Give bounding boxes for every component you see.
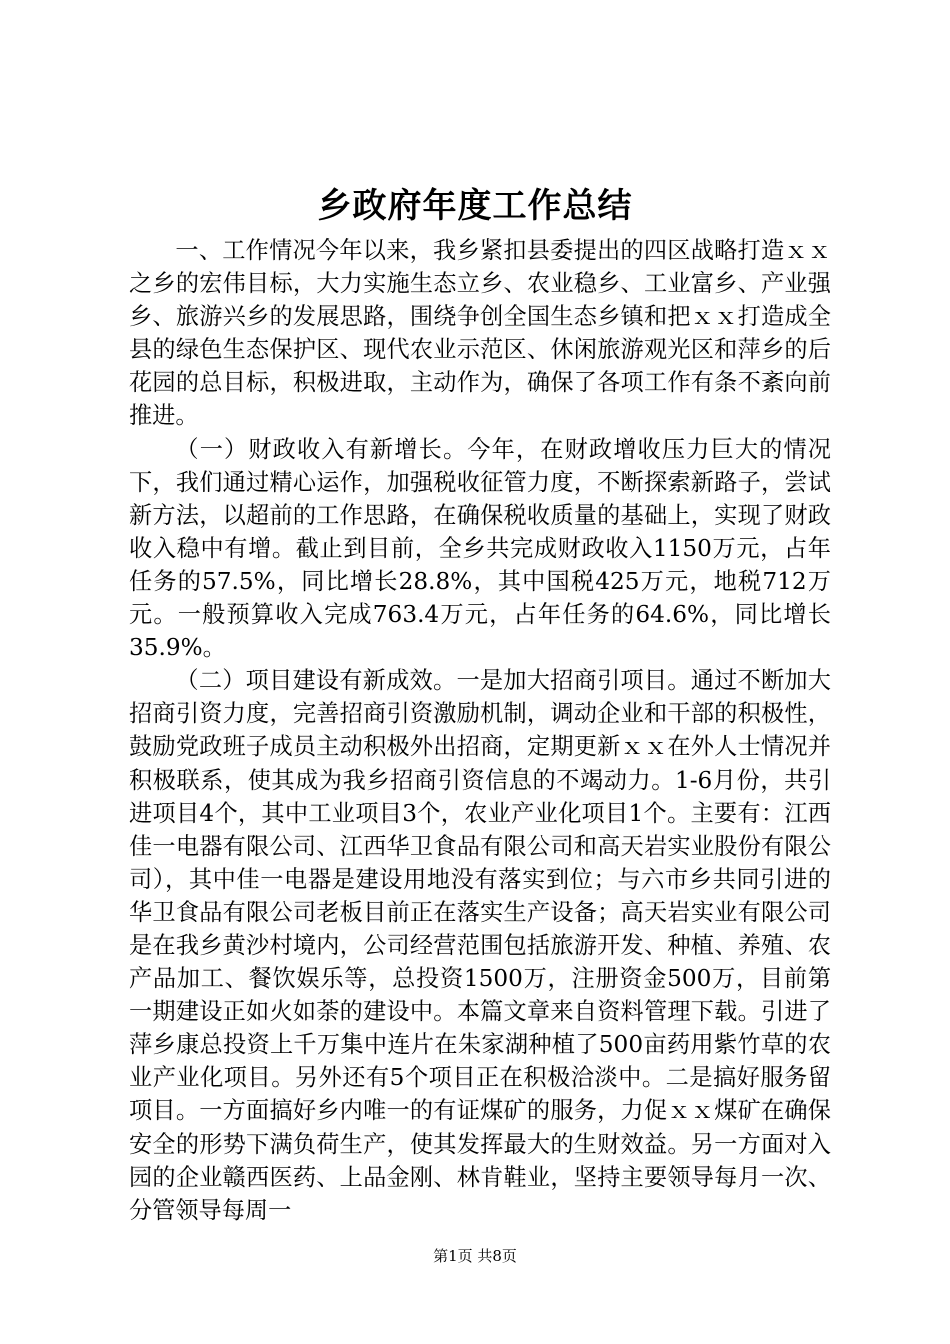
paragraph-project-construction: （二）项目建设有新成效。一是加大招商引项目。通过不断加大招商引资力度，完善招商引资激励机制，调动企业和干部的积极性，鼓励党政班子成员主动积极外出招商，定期更新ｘｘ在外人士情况并积极联系，使其成为我乡招商引资信息的不竭动力。1-6月份，共引进项目4个，其中工业项目3个，农业产业化项目1个。主要有：江西佳一电器有限公司、江西华卫食品有限公司和高天岩实业股份有限公司），其中佳一电器是建设用地没有落实到位；与六市乡共同引进的华卫食品有限公司老板目前正在落实生产设备；高天岩实业有限公司是在我乡黄沙村境内，公司经营范围包括旅游开发、种植、养殖、农产品加工、餐饮娱乐等，总投资1500万，注册资金500万，目前第一期建设正如火如荼的建设中。本篇文章来自资料管理下载。引进了萍乡康总投资上千万集中连片在朱家湖种植了500亩药用紫竹草的农业产业化项目。另外还有5个项目正在积极洽淡中。二是搞好服务留项目。一方面搞好乡内唯一的有证煤矿的服务，力促ｘｘ煤矿在确保安全的形势下满负荷生产，使其发挥最大的生财效益。另一方面对入园的企业赣西医药、上品金刚、林肯鞋业，坚持主要领导每月一次、分管领导每周一 [129, 667, 831, 1224]
page-footer: 第1页 共8页 [433, 1247, 517, 1265]
document-title: 乡政府年度工作总结 [317, 186, 633, 226]
document-body [129, 234, 831, 1227]
paragraph-fiscal-revenue: （一）财政收入有新增长。今年，在财政增收压力巨大的情况下，我们通过精心运作，加强税收征管力度，不断探索新路子，尝试新方法，以超前的工作思路，在确保税收质量的基础上，实现了财政收入稳中有增。截止到目前，全乡共完成财政收入1150万元，占年任务的57.5%，同比增长28.8%，其中国税425万元，地税712万元。一般预算收入完成763.4万元，占年任务的64.6%，同比增长35.9%。 [129, 435, 831, 662]
paragraph-work-overview: 一、工作情况今年以来，我乡紧扣县委提出的四区战略打造ｘｘ之乡的宏伟目标，大力实施生态立乡、农业稳乡、工业富乡、产业强乡、旅游兴乡的发展思路，围绕争创全国生态乡镇和把ｘｘ打造成全县的绿色生态保护区、现代农业示范区、休闲旅游观光区和萍乡的后花园的总目标，积极进取，主动作为，确保了各项工作有条不紊向前推进。 [129, 237, 831, 430]
